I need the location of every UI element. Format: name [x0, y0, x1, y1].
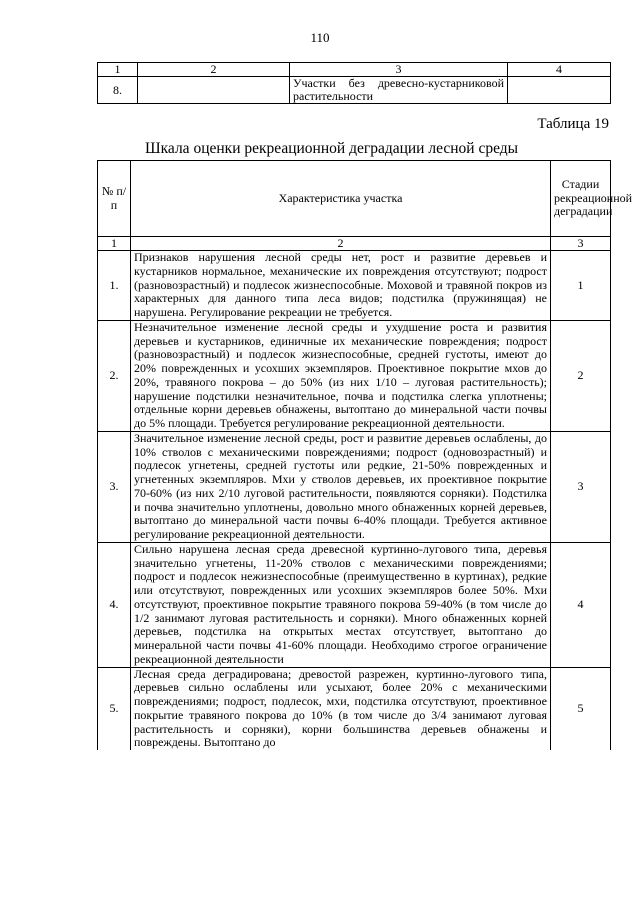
header-number: № п/п [98, 161, 131, 237]
row-stage: 2 [551, 320, 611, 431]
row-number: 5. [98, 667, 131, 750]
table-row [98, 542, 611, 667]
row-description: Сильно нарушена лесная среда древесной куртинно-лугового типа, деревья значительно угнетены, 11-20% стволов с механическими повреждениями; подрост и подлесок нежизнеспособные (преимущественно в куртинах), редкие или отсутствуют, поврежденных или усохших экземпляров более 50%. Мхи отсутствуют, проективное покрытие травяного покрова 59-40% (в том числе до 1/2 занимают луговая растительность и сорняки). Много обнаженных корней деревьев, подстилка на открытых местах отсутствует, вытоптано до минеральной части почвы 41-60% площади. Необходимо строгое ограничение рекреационной деятельности [131, 542, 551, 667]
row-description: Признаков нарушения лесной среды нет, рост и развитие деревьев и кустарников нормальное, механические их повреждения отсутствуют; подрост (разновозрастный) и подлесок жизнеспособные. Моховой и травяной покров из характерных для данного типа леса видов; подстилка (пружинящая) не нарушена. Регулирование рекреации не требуется. [131, 251, 551, 321]
column-number: 1 [98, 237, 131, 251]
page-number: 110 [310, 30, 330, 45]
row-stage: 5 [551, 667, 611, 750]
row-number: 4. [98, 542, 131, 667]
column-number: 3 [551, 237, 611, 251]
header-stage: Стадии рекреационной деградации [551, 161, 611, 237]
table-cell [508, 77, 611, 104]
table-label: Таблица 19 [537, 116, 609, 132]
column-number-row [98, 237, 611, 251]
table-title: Шкала оценки рекреационной деградации лесной среды [145, 140, 519, 157]
header-description: Характеристика участка [131, 161, 551, 237]
table-cell [138, 77, 290, 104]
row-stage: 3 [551, 431, 611, 542]
row-stage: 1 [551, 251, 611, 321]
table-row [98, 667, 611, 750]
header-row [98, 161, 611, 237]
row-number: 8. [98, 77, 138, 104]
table-row [98, 320, 611, 431]
row-description: Незначительное изменение лесной среды и ухудшение роста и развития деревьев и кустарников, единичные их механические повреждения; подрост (разновозрастный) и подлесок жизнеспособные, средней густоты, имеют до 20% поврежденных и усохших экземпляров. Проективное покрытие мхов до 20%, травяного покрова – до 50% (из них 1/10 – луговая растительность); нарушение подстилки незначительное, почва и подстилка слегка уплотнены; отдельные корни деревьев обнажены, вытоптано до минеральной части почвы до 5% площади. Требуется регулирование рекреационной деятельности. [131, 320, 551, 431]
column-number-row [98, 63, 611, 77]
column-number: 2 [138, 63, 290, 77]
row-number: 2. [98, 320, 131, 431]
row-number: 3. [98, 431, 131, 542]
column-number: 1 [98, 63, 138, 77]
row-description: Лесная среда деградирована; древостой разрежен, куртинно-лугового типа, деревьев сильно ослаблены или усыхают, более 20% с механическими повреждениями; подрост, подлесок, мхи, подстилка отсутствуют, проективное покрытие травяного покрова до 10% (в том числе до 3/4 занимают луговая растительность и сорняки), корни большинства деревьев обнажены и повреждены. Вытоптано до [131, 667, 551, 750]
table-cell: Участки без древесно-кустарниковой растительности [290, 77, 508, 104]
row-description: Значительное изменение лесной среды, рост и развитие деревьев ослаблены, до 10% стволов с механическими повреждениями; подрост (одновозрастный) и подлесок угнетены, средней густоты или редкие, 21-50% поврежденных и угнетенных экземпляров. Мхи у стволов деревьев, их проективное покрытие 70-60% (из них 2/10 луговой растительности, появляются сорняки). Подстилка и почва значительно уплотнены, довольно много обнаженных корней деревьев, вытоптано до минеральной части почвы 6-40% площади. Требуется активное регулирование рекреационной деятельности. [131, 431, 551, 542]
table-row [98, 251, 611, 321]
row-number: 1. [98, 251, 131, 321]
column-number: 3 [290, 63, 508, 77]
row-stage: 4 [551, 542, 611, 667]
table-row [98, 431, 611, 542]
degradation-scale-table [97, 160, 633, 750]
column-number: 2 [131, 237, 551, 251]
column-number: 4 [508, 63, 611, 77]
previous-table-continuation [97, 62, 611, 104]
table-row [98, 77, 611, 104]
